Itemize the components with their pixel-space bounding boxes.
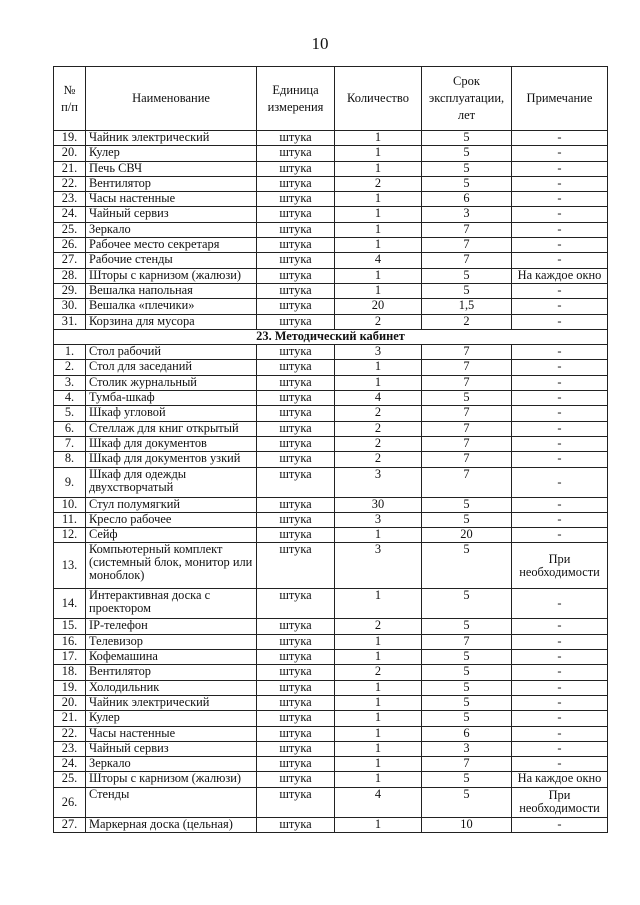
cell-qty: 4 bbox=[335, 253, 422, 268]
table-row bbox=[54, 238, 608, 253]
cell-name: Часы настенные bbox=[86, 726, 257, 741]
cell-name: Стол для заседаний bbox=[86, 360, 257, 375]
header-life: Срок эксплуатации, лет bbox=[422, 67, 512, 131]
cell-life: 5 bbox=[422, 680, 512, 695]
cell-life: 5 bbox=[422, 497, 512, 512]
cell-unit: штука bbox=[257, 757, 335, 772]
cell-unit: штука bbox=[257, 726, 335, 741]
cell-life: 7 bbox=[422, 452, 512, 467]
cell-life: 5 bbox=[422, 512, 512, 527]
cell-num: 24. bbox=[54, 207, 86, 222]
cell-num: 7. bbox=[54, 436, 86, 451]
cell-life: 7 bbox=[422, 406, 512, 421]
cell-life: 7 bbox=[422, 757, 512, 772]
cell-qty: 2 bbox=[335, 436, 422, 451]
cell-unit: штука bbox=[257, 634, 335, 649]
cell-life: 7 bbox=[422, 360, 512, 375]
cell-num: 28. bbox=[54, 268, 86, 283]
cell-qty: 1 bbox=[335, 207, 422, 222]
cell-note: - bbox=[512, 741, 608, 756]
header-num: № п/п bbox=[54, 67, 86, 131]
table-row bbox=[54, 497, 608, 512]
cell-num: 14. bbox=[54, 589, 86, 619]
cell-name: Стенды bbox=[86, 787, 257, 817]
cell-note: На каждое окно bbox=[512, 772, 608, 787]
cell-name: Шкаф угловой bbox=[86, 406, 257, 421]
cell-note: - bbox=[512, 283, 608, 298]
cell-name: Печь СВЧ bbox=[86, 161, 257, 176]
cell-num: 20. bbox=[54, 146, 86, 161]
cell-note: - bbox=[512, 176, 608, 191]
cell-unit: штука bbox=[257, 299, 335, 314]
cell-note: - bbox=[512, 512, 608, 527]
cell-note: - bbox=[512, 650, 608, 665]
cell-num: 22. bbox=[54, 176, 86, 191]
cell-note: - bbox=[512, 406, 608, 421]
cell-qty: 1 bbox=[335, 146, 422, 161]
cell-name: Шторы с карнизом (жалюзи) bbox=[86, 268, 257, 283]
cell-unit: штука bbox=[257, 161, 335, 176]
cell-qty: 1 bbox=[335, 222, 422, 237]
cell-life: 5 bbox=[422, 391, 512, 406]
cell-num: 15. bbox=[54, 619, 86, 634]
cell-note: - bbox=[512, 665, 608, 680]
cell-num: 23. bbox=[54, 741, 86, 756]
cell-name: Холодильник bbox=[86, 680, 257, 695]
cell-qty: 1 bbox=[335, 161, 422, 176]
cell-unit: штука bbox=[257, 543, 335, 589]
table-row bbox=[54, 726, 608, 741]
header-qty: Количество bbox=[335, 67, 422, 131]
cell-qty: 1 bbox=[335, 695, 422, 710]
cell-note: - bbox=[512, 345, 608, 360]
table-row bbox=[54, 146, 608, 161]
cell-name: Маркерная доска (цельная) bbox=[86, 817, 257, 832]
cell-qty: 1 bbox=[335, 772, 422, 787]
cell-life: 7 bbox=[422, 375, 512, 390]
cell-qty: 1 bbox=[335, 757, 422, 772]
cell-note: - bbox=[512, 680, 608, 695]
table-row bbox=[54, 421, 608, 436]
table-row bbox=[54, 680, 608, 695]
cell-life: 5 bbox=[422, 787, 512, 817]
cell-num: 2. bbox=[54, 360, 86, 375]
cell-name: Чайный сервиз bbox=[86, 207, 257, 222]
cell-note: - bbox=[512, 375, 608, 390]
cell-qty: 3 bbox=[335, 512, 422, 527]
cell-note: - bbox=[512, 192, 608, 207]
cell-qty: 1 bbox=[335, 589, 422, 619]
header-name: Наименование bbox=[86, 67, 257, 131]
cell-life: 7 bbox=[422, 634, 512, 649]
equipment-table bbox=[53, 66, 608, 833]
cell-name: Кулер bbox=[86, 711, 257, 726]
cell-note: - bbox=[512, 360, 608, 375]
cell-name: Вешалка напольная bbox=[86, 283, 257, 298]
table-row bbox=[54, 314, 608, 329]
cell-num: 9. bbox=[54, 467, 86, 497]
cell-num: 24. bbox=[54, 757, 86, 772]
table-row bbox=[54, 375, 608, 390]
cell-num: 19. bbox=[54, 680, 86, 695]
table-row bbox=[54, 757, 608, 772]
cell-life: 5 bbox=[422, 711, 512, 726]
cell-name: Стул полумягкий bbox=[86, 497, 257, 512]
cell-name: Чайник электрический bbox=[86, 131, 257, 146]
cell-qty: 1 bbox=[335, 375, 422, 390]
cell-life: 5 bbox=[422, 131, 512, 146]
cell-unit: штука bbox=[257, 512, 335, 527]
cell-num: 27. bbox=[54, 817, 86, 832]
cell-qty: 1 bbox=[335, 711, 422, 726]
cell-name: Чайник электрический bbox=[86, 695, 257, 710]
table-row bbox=[54, 452, 608, 467]
cell-unit: штука bbox=[257, 436, 335, 451]
cell-unit: штука bbox=[257, 467, 335, 497]
cell-life: 5 bbox=[422, 665, 512, 680]
cell-unit: штука bbox=[257, 497, 335, 512]
cell-name: Вентилятор bbox=[86, 176, 257, 191]
header-unit: Единица измерения bbox=[257, 67, 335, 131]
cell-life: 5 bbox=[422, 543, 512, 589]
cell-life: 6 bbox=[422, 192, 512, 207]
cell-num: 27. bbox=[54, 253, 86, 268]
cell-life: 10 bbox=[422, 817, 512, 832]
cell-note: - bbox=[512, 222, 608, 237]
cell-qty: 2 bbox=[335, 619, 422, 634]
cell-unit: штука bbox=[257, 314, 335, 329]
cell-unit: штука bbox=[257, 817, 335, 832]
cell-name: Интерактивная доска с проектором bbox=[86, 589, 257, 619]
table-row bbox=[54, 283, 608, 298]
table-row bbox=[54, 695, 608, 710]
section-title: 23. Методический кабинет bbox=[54, 329, 608, 344]
table-row bbox=[54, 711, 608, 726]
cell-life: 5 bbox=[422, 589, 512, 619]
cell-qty: 30 bbox=[335, 497, 422, 512]
cell-qty: 1 bbox=[335, 634, 422, 649]
cell-name: Корзина для мусора bbox=[86, 314, 257, 329]
cell-name: Чайный сервиз bbox=[86, 741, 257, 756]
cell-life: 5 bbox=[422, 161, 512, 176]
cell-name: Кулер bbox=[86, 146, 257, 161]
cell-life: 6 bbox=[422, 726, 512, 741]
table-row bbox=[54, 406, 608, 421]
cell-unit: штука bbox=[257, 360, 335, 375]
cell-unit: штука bbox=[257, 268, 335, 283]
table-row bbox=[54, 192, 608, 207]
table-row bbox=[54, 222, 608, 237]
cell-qty: 1 bbox=[335, 680, 422, 695]
cell-unit: штука bbox=[257, 283, 335, 298]
cell-unit: штука bbox=[257, 528, 335, 543]
cell-note: - bbox=[512, 711, 608, 726]
cell-note: - bbox=[512, 726, 608, 741]
cell-num: 30. bbox=[54, 299, 86, 314]
cell-num: 18. bbox=[54, 665, 86, 680]
cell-life: 5 bbox=[422, 650, 512, 665]
cell-name: Зеркало bbox=[86, 222, 257, 237]
cell-note: - bbox=[512, 436, 608, 451]
table-row bbox=[54, 665, 608, 680]
cell-note: - bbox=[512, 161, 608, 176]
cell-qty: 1 bbox=[335, 268, 422, 283]
table-header bbox=[54, 67, 608, 131]
cell-unit: штука bbox=[257, 222, 335, 237]
cell-qty: 3 bbox=[335, 345, 422, 360]
cell-unit: штука bbox=[257, 192, 335, 207]
cell-unit: штука bbox=[257, 452, 335, 467]
cell-qty: 1 bbox=[335, 192, 422, 207]
cell-num: 16. bbox=[54, 634, 86, 649]
table-row bbox=[54, 741, 608, 756]
cell-qty: 2 bbox=[335, 421, 422, 436]
cell-num: 19. bbox=[54, 131, 86, 146]
cell-note: - bbox=[512, 528, 608, 543]
cell-life: 5 bbox=[422, 772, 512, 787]
cell-num: 20. bbox=[54, 695, 86, 710]
cell-qty: 1 bbox=[335, 726, 422, 741]
cell-note: - bbox=[512, 467, 608, 497]
table-row bbox=[54, 512, 608, 527]
cell-qty: 1 bbox=[335, 528, 422, 543]
cell-note: - bbox=[512, 391, 608, 406]
cell-name: Рабочее место секретаря bbox=[86, 238, 257, 253]
cell-life: 7 bbox=[422, 436, 512, 451]
cell-name: Часы настенные bbox=[86, 192, 257, 207]
cell-qty: 2 bbox=[335, 176, 422, 191]
cell-qty: 4 bbox=[335, 391, 422, 406]
cell-note: При необходимости bbox=[512, 543, 608, 589]
cell-note: При необходимости bbox=[512, 787, 608, 817]
cell-unit: штука bbox=[257, 589, 335, 619]
cell-life: 7 bbox=[422, 467, 512, 497]
cell-note: - bbox=[512, 452, 608, 467]
cell-name: Зеркало bbox=[86, 757, 257, 772]
cell-unit: штука bbox=[257, 772, 335, 787]
cell-life: 7 bbox=[422, 253, 512, 268]
table-row bbox=[54, 467, 608, 497]
table-row bbox=[54, 787, 608, 817]
cell-unit: штука bbox=[257, 695, 335, 710]
table-row bbox=[54, 131, 608, 146]
cell-life: 7 bbox=[422, 238, 512, 253]
cell-num: 13. bbox=[54, 543, 86, 589]
cell-num: 6. bbox=[54, 421, 86, 436]
cell-num: 5. bbox=[54, 406, 86, 421]
table-row bbox=[54, 619, 608, 634]
cell-num: 23. bbox=[54, 192, 86, 207]
cell-name: Вентилятор bbox=[86, 665, 257, 680]
cell-qty: 2 bbox=[335, 314, 422, 329]
cell-unit: штука bbox=[257, 345, 335, 360]
table-row bbox=[54, 589, 608, 619]
cell-qty: 20 bbox=[335, 299, 422, 314]
cell-qty: 1 bbox=[335, 650, 422, 665]
cell-life: 5 bbox=[422, 619, 512, 634]
cell-unit: штука bbox=[257, 421, 335, 436]
section-row bbox=[54, 329, 608, 344]
cell-note: - bbox=[512, 817, 608, 832]
cell-num: 29. bbox=[54, 283, 86, 298]
header-note: Примечание bbox=[512, 67, 608, 131]
table-row bbox=[54, 436, 608, 451]
cell-unit: штука bbox=[257, 253, 335, 268]
cell-unit: штука bbox=[257, 680, 335, 695]
cell-num: 3. bbox=[54, 375, 86, 390]
cell-name: Стол рабочий bbox=[86, 345, 257, 360]
cell-life: 7 bbox=[422, 421, 512, 436]
cell-qty: 4 bbox=[335, 787, 422, 817]
cell-name: Тумба-шкаф bbox=[86, 391, 257, 406]
cell-num: 25. bbox=[54, 772, 86, 787]
table-row bbox=[54, 817, 608, 832]
cell-name: Компьютерный комплект (системный блок, монитор или моноблок) bbox=[86, 543, 257, 589]
cell-life: 5 bbox=[422, 268, 512, 283]
cell-qty: 1 bbox=[335, 360, 422, 375]
table-row bbox=[54, 299, 608, 314]
cell-qty: 1 bbox=[335, 283, 422, 298]
cell-qty: 3 bbox=[335, 467, 422, 497]
cell-unit: штука bbox=[257, 375, 335, 390]
table-row bbox=[54, 634, 608, 649]
cell-name: Стеллаж для книг открытый bbox=[86, 421, 257, 436]
cell-life: 5 bbox=[422, 146, 512, 161]
cell-num: 4. bbox=[54, 391, 86, 406]
cell-unit: штука bbox=[257, 238, 335, 253]
cell-note: - bbox=[512, 299, 608, 314]
table-body bbox=[54, 131, 608, 833]
cell-note: - bbox=[512, 238, 608, 253]
cell-unit: штука bbox=[257, 665, 335, 680]
cell-life: 5 bbox=[422, 176, 512, 191]
cell-qty: 1 bbox=[335, 238, 422, 253]
cell-name: Шкаф для одежды двухстворчатый bbox=[86, 467, 257, 497]
cell-note: - bbox=[512, 589, 608, 619]
cell-unit: штука bbox=[257, 391, 335, 406]
cell-note: - bbox=[512, 421, 608, 436]
cell-name: Столик журнальный bbox=[86, 375, 257, 390]
cell-unit: штука bbox=[257, 650, 335, 665]
cell-life: 1,5 bbox=[422, 299, 512, 314]
cell-qty: 1 bbox=[335, 741, 422, 756]
cell-life: 3 bbox=[422, 741, 512, 756]
cell-note: - bbox=[512, 131, 608, 146]
cell-num: 26. bbox=[54, 238, 86, 253]
cell-note: - bbox=[512, 695, 608, 710]
cell-num: 31. bbox=[54, 314, 86, 329]
table-row bbox=[54, 268, 608, 283]
cell-qty: 2 bbox=[335, 406, 422, 421]
table-row bbox=[54, 161, 608, 176]
cell-note: - bbox=[512, 314, 608, 329]
cell-qty: 1 bbox=[335, 817, 422, 832]
cell-name: Телевизор bbox=[86, 634, 257, 649]
cell-life: 5 bbox=[422, 283, 512, 298]
cell-num: 10. bbox=[54, 497, 86, 512]
cell-life: 20 bbox=[422, 528, 512, 543]
cell-qty: 2 bbox=[335, 452, 422, 467]
cell-name: Кресло рабочее bbox=[86, 512, 257, 527]
cell-num: 21. bbox=[54, 711, 86, 726]
cell-name: Шторы с карнизом (жалюзи) bbox=[86, 772, 257, 787]
table-row bbox=[54, 391, 608, 406]
cell-life: 7 bbox=[422, 345, 512, 360]
cell-unit: штука bbox=[257, 207, 335, 222]
cell-name: Вешалка «плечики» bbox=[86, 299, 257, 314]
cell-unit: штука bbox=[257, 741, 335, 756]
cell-note: - bbox=[512, 146, 608, 161]
cell-name: Рабочие стенды bbox=[86, 253, 257, 268]
cell-life: 3 bbox=[422, 207, 512, 222]
cell-life: 7 bbox=[422, 222, 512, 237]
cell-unit: штука bbox=[257, 406, 335, 421]
cell-name: Шкаф для документов узкий bbox=[86, 452, 257, 467]
cell-note: - bbox=[512, 497, 608, 512]
cell-unit: штука bbox=[257, 711, 335, 726]
table-row bbox=[54, 345, 608, 360]
table-row bbox=[54, 650, 608, 665]
table-row bbox=[54, 360, 608, 375]
cell-num: 11. bbox=[54, 512, 86, 527]
cell-name: Шкаф для документов bbox=[86, 436, 257, 451]
cell-note: - bbox=[512, 253, 608, 268]
cell-unit: штука bbox=[257, 131, 335, 146]
table-row bbox=[54, 176, 608, 191]
cell-life: 5 bbox=[422, 695, 512, 710]
cell-unit: штука bbox=[257, 619, 335, 634]
cell-num: 22. bbox=[54, 726, 86, 741]
cell-num: 12. bbox=[54, 528, 86, 543]
cell-note: - bbox=[512, 207, 608, 222]
table-row bbox=[54, 772, 608, 787]
cell-life: 2 bbox=[422, 314, 512, 329]
page-number: 10 bbox=[311, 34, 329, 53]
cell-note: - bbox=[512, 757, 608, 772]
cell-note: - bbox=[512, 634, 608, 649]
cell-num: 25. bbox=[54, 222, 86, 237]
cell-qty: 1 bbox=[335, 131, 422, 146]
cell-unit: штука bbox=[257, 787, 335, 817]
cell-name: IP-телефон bbox=[86, 619, 257, 634]
table-row bbox=[54, 528, 608, 543]
cell-num: 1. bbox=[54, 345, 86, 360]
table-row bbox=[54, 543, 608, 589]
table-row bbox=[54, 207, 608, 222]
cell-num: 17. bbox=[54, 650, 86, 665]
cell-unit: штука bbox=[257, 146, 335, 161]
cell-name: Сейф bbox=[86, 528, 257, 543]
cell-name: Кофемашина bbox=[86, 650, 257, 665]
cell-num: 26. bbox=[54, 787, 86, 817]
cell-note: На каждое окно bbox=[512, 268, 608, 283]
cell-qty: 3 bbox=[335, 543, 422, 589]
table-row bbox=[54, 253, 608, 268]
cell-note: - bbox=[512, 619, 608, 634]
cell-num: 21. bbox=[54, 161, 86, 176]
cell-num: 8. bbox=[54, 452, 86, 467]
cell-qty: 2 bbox=[335, 665, 422, 680]
cell-unit: штука bbox=[257, 176, 335, 191]
